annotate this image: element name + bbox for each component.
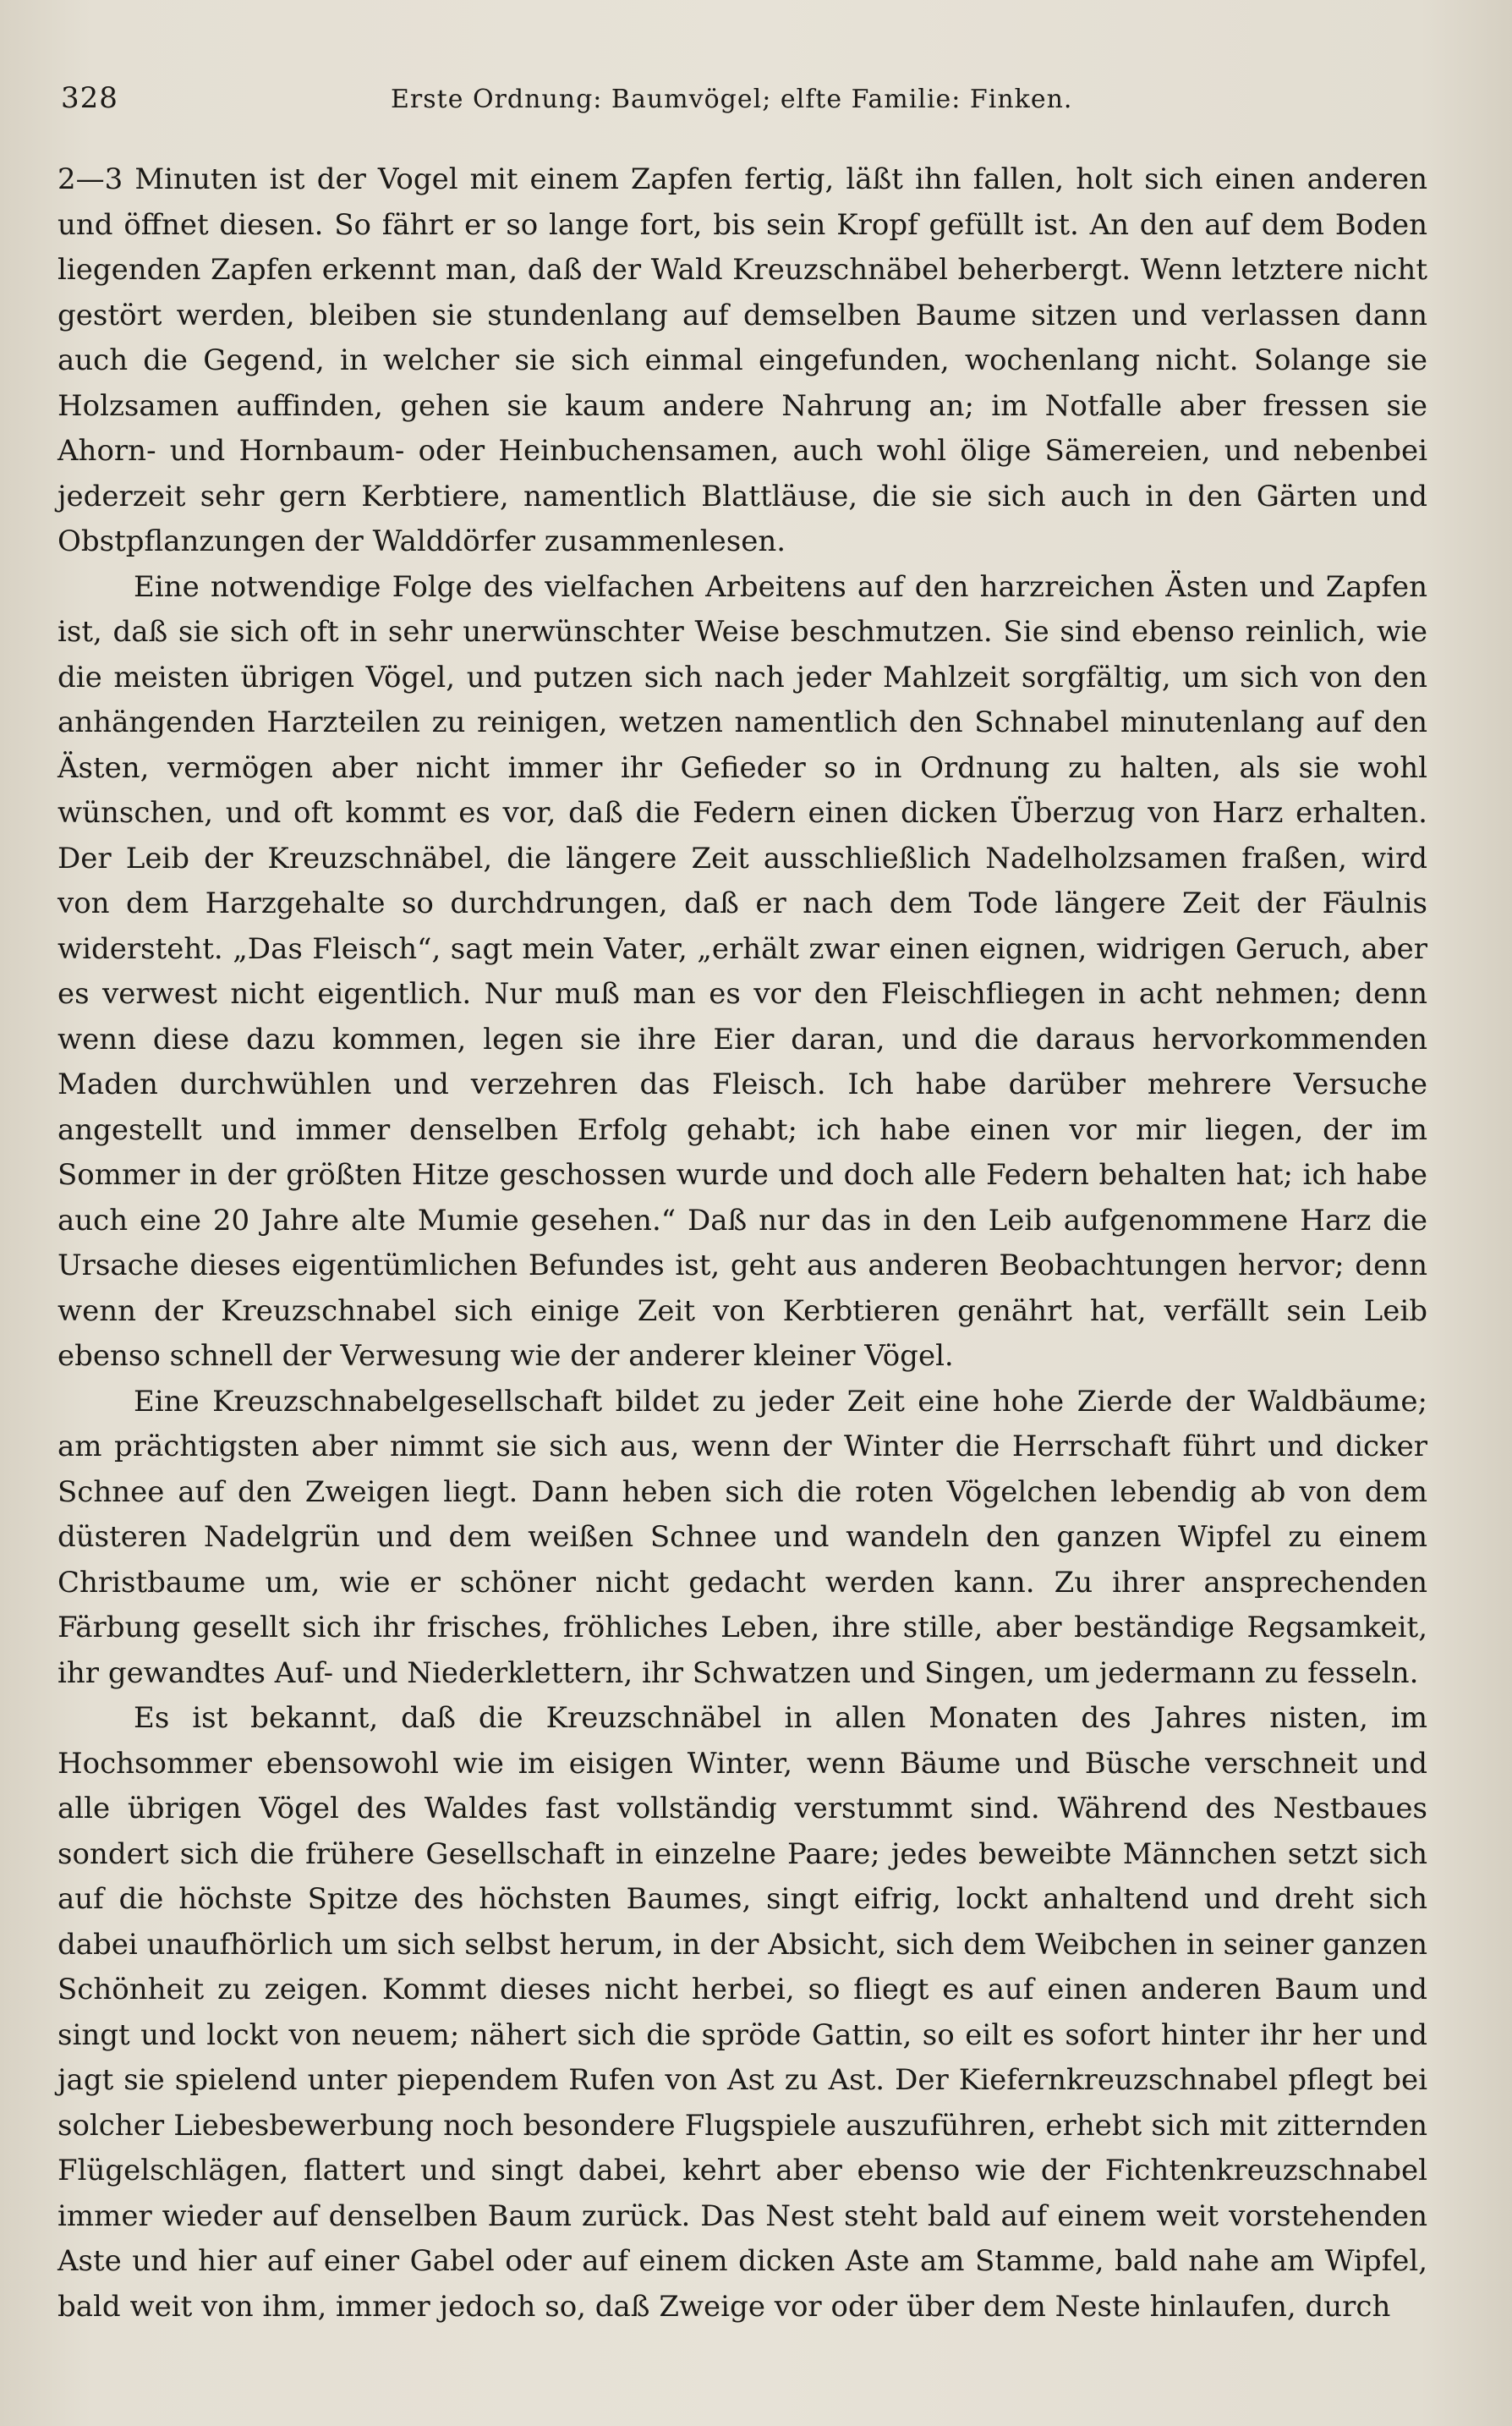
paragraph-2: Eine notwendige Folge des vielfachen Arbeitens auf den harzreichen Ästen und Zapfen ist, daß sie sich oft in sehr unerwünschter Weise beschmutzen. Sie sind ebenso reinlich, wie die meisten übrigen Vögel, und putzen sich nach jeder Mahlzeit sorgfältig, um sich von den anhängenden Harzteilen zu reinigen, wetzen namentlich den Schnabel minutenlang auf den Ästen, vermögen aber nicht immer ihr Gefieder so in Ordnung zu halten, als sie wohl wünschen, und oft kommt es vor, daß die Federn einen dicken Überzug von Harz erhalten. Der Leib der Kreuzschnäbel, die längere Zeit ausschließlich Nadelholzsamen fraßen, wird von dem Harzgehalte so durchdrungen, daß er nach dem Tode längere Zeit der Fäulnis widersteht. „Das Fleisch“, sagt mein Vater, „erhält zwar einen eignen, widrigen Geruch, aber es verwest nicht eigentlich. Nur muß man es vor den Fleischfliegen in acht nehmen; denn wenn diese dazu kommen, legen sie ihre Eier daran, und die daraus hervorkommenden Maden durchwühlen und verzehren das Fleisch. Ich habe darüber mehrere Versuche angestellt und immer denselben Erfolg gehabt; ich habe einen vor mir liegen, der im Sommer in der größten Hitze geschossen wurde und doch alle Federn behalten hat; ich habe auch eine 20 Jahre alte Mumie gesehen.“ Daß nur das in den Leib aufgenommene Harz die Ursache dieses eigentümlichen Befundes ist, geht aus anderen Beobachtungen hervor; denn wenn der Kreuzschnabel sich einige Zeit von Kerbtieren genährt hat, verfällt sein Leib ebenso schnell der Verwesung wie der anderer kleiner Vögel. bbox=[58, 569, 1427, 1373]
page-header bbox=[61, 81, 1421, 132]
body-text bbox=[58, 157, 1427, 2330]
running-head: Erste Ordnung: Baumvögel; elfte Familie: Finken. bbox=[391, 85, 1073, 114]
paragraph-1: 2—3 Minuten ist der Vogel mit einem Zapfen fertig, läßt ihn fallen, holt sich einen anderen und öffnet diesen. So fährt er so lange fort, bis sein Kropf gefüllt ist. An den auf dem Boden liegenden Zapfen erkennt man, daß der Wald Kreuzschnäbel beherbergt. Wenn letztere nicht gestört werden, bleiben sie stundenlang auf demselben Baume sitzen und verlassen dann auch die Gegend, in welcher sie sich einmal eingefunden, wochenlang nicht. Solange sie Holzsamen auffinden, gehen sie kaum andere Nahrung an; im Notfalle aber fressen sie Ahorn- und Hornbaum- oder Heinbuchensamen, auch wohl ölige Sämereien, und nebenbei jederzeit sehr gern Kerbtiere, namentlich Blattläuse, die sie sich auch in den Gärten und Obstpflanzungen der Walddörfer zusammenlesen. bbox=[58, 162, 1427, 558]
paragraph-3: Eine Kreuzschnabelgesellschaft bildet zu jeder Zeit eine hohe Zierde der Waldbäume; am prächtigsten aber nimmt sie sich aus, wenn der Winter die Herrschaft führt und dicker Schnee auf den Zweigen liegt. Dann heben sich die roten Vögelchen lebendig ab von dem düsteren Nadelgrün und dem weißen Schnee und wandeln den ganzen Wipfel zu einem Christbaume um, wie er schöner nicht gedacht werden kann. Zu ihrer ansprechenden Färbung gesellt sich ihr frisches, fröhliches Leben, ihre stille, aber beständige Regsamkeit, ihr gewandtes Auf- und Niederklettern, ihr Schwatzen und Singen, um jedermann zu fesseln. bbox=[58, 1384, 1427, 1690]
page-number: 328 bbox=[61, 81, 118, 115]
paragraph-4: Es ist bekannt, daß die Kreuzschnäbel in allen Monaten des Jahres nisten, im Hochsommer ebensowohl wie im eisigen Winter, wenn Bäume und Büsche verschneit und alle übrigen Vögel des Waldes fast vollständig verstummt sind. Während des Nestbaues sondert sich die frühere Gesellschaft in einzelne Paare; jedes beweibte Männchen setzt sich auf die höchste Spitze des höchsten Baumes, singt eifrig, lockt anhaltend und dreht sich dabei unaufhörlich um sich selbst herum, in der Absicht, sich dem Weibchen in seiner ganzen Schönheit zu zeigen. Kommt dieses nicht herbei, so fliegt es auf einen anderen Baum und singt und lockt von neuem; nähert sich die spröde Gattin, so eilt es sofort hinter ihr her und jagt sie spielend unter piependem Rufen von Ast zu Ast. Der Kiefernkreuzschnabel pflegt bei solcher Liebesbewerbung noch besondere Flugspiele auszuführen, erhebt sich mit zitternden Flügelschlägen, flattert und singt dabei, kehrt aber ebenso wie der Fichtenkreuzschnabel immer wieder auf denselben Baum zurück. Das Nest steht bald auf einem weit vorstehenden Aste und hier auf einer Gabel oder auf einem dicken Aste am Stamme, bald nahe am Wipfel, bald weit von ihm, immer jedoch so, daß Zweige vor oder über dem Neste hinlaufen, durch bbox=[58, 1701, 1427, 2324]
